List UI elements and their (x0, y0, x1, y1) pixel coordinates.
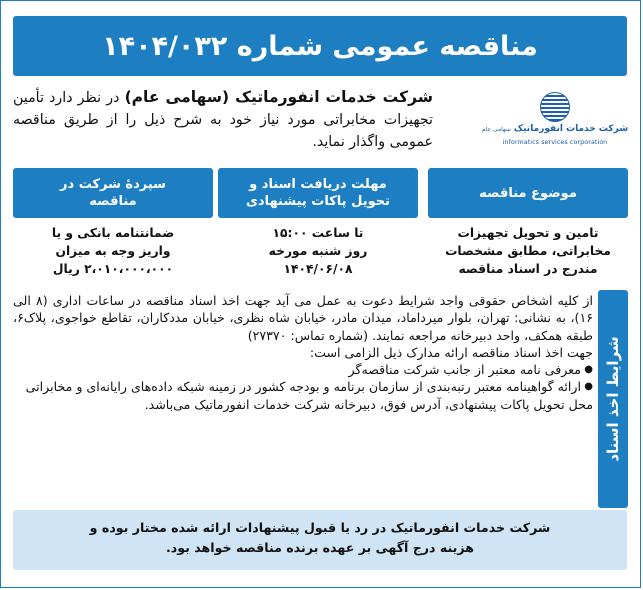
column-subject (428, 168, 628, 278)
deadline-line: ۱۴۰۴/۰۶/۰۸ (283, 262, 353, 276)
cell-deadline (218, 218, 418, 278)
cell-subject: تامین و تحویل تجهیزات مخابراتی، مطابق مشخصات مندرج در اسناد مناقصه (445, 226, 611, 276)
deposit-line: ۲،۰۱۰،۰۰۰،۰۰۰ ریال (52, 262, 174, 276)
company-logo (480, 92, 630, 152)
logo-sub-text: سهامی عام (481, 126, 511, 133)
logo-name-fa (480, 124, 630, 134)
intro-text: در نظر دارد تأمین تجهیزات مخابراتی مورد نیاز خود به شرح ذیل را از طریق مناقصه عمومی واگذار نماید. (13, 90, 433, 150)
deadline-line: روز شنبه مورخه (268, 244, 368, 258)
conditions-paragraph: از کلیه اشخاص حقوقی واجد شرایط دعوت به عمل می آید جهت اخذ اسناد مناقصه در ساعات اداری (۸ الی ۱۶)، به نشانی: تهران، بلوار میرداماد، میدان مادر، خیابان شاه نظری، خیابان مددکاران، تقاطع خواجوی، پلاک۶، طبقه همکف، واحد دبیرخانه مراجعه نمایند. (شماره تماس: ۲۷۳۷۰) (13, 293, 593, 343)
side-label (598, 290, 628, 508)
column-deposit (13, 168, 213, 278)
header-deposit-text: سپردهٔ شرکت در مناقصه (60, 177, 166, 209)
logo-name-en: informatics services corporation (502, 138, 608, 146)
header-deadline (218, 168, 418, 218)
header-subject: موضوع مناقصه (428, 168, 628, 218)
page-title (13, 16, 627, 76)
deposit-line: ضمانتنامه بانکی و یا (51, 226, 175, 240)
list-item: ● معرفی نامه معتبر از جانب شرکت مناقصه‌گر (13, 361, 581, 378)
list-item: ● ارائه گواهینامه معتبر رتبه‌بندی از سازمان برنامه و بودجه کشور در زمینه شبکه داده‌های رایانه‌ای و مخابراتی (13, 378, 581, 395)
conditions-paragraph: محل تحویل پاکات پیشنهادی، آدرس فوق، دبیرخانه شرکت خدمات انفورماتیک می‌باشد. (144, 396, 593, 412)
conditions-section (13, 292, 593, 413)
logo-name-text: شرکت خدمات انفورماتیک (513, 124, 629, 134)
side-label-text: شرایط اخذ اسناد (604, 336, 622, 462)
footer-line: شرکت خدمات انفورماتیک در رد یا قبول پیشنهادات ارائه شده مختار بوده و (89, 520, 551, 535)
footer-line: هزینه درج آگهی بر عهده برنده مناقصه خواهد بود. (166, 540, 474, 555)
cell-deposit (13, 218, 213, 278)
header-deadline-text: مهلت دریافت اسناد و تحویل پاکات پیشنهادی (246, 177, 390, 209)
title-text: مناقصه عمومی شماره ۱۴۰۴/۰۳۲ (102, 30, 538, 62)
conditions-paragraph: جهت اخذ اسناد مناقصه ارائه مدارک ذیل الزامی است: (309, 344, 593, 360)
requirements-list (13, 361, 593, 396)
deadline-line: تا ساعت ۱۵:۰۰ (272, 226, 364, 240)
globe-icon (540, 92, 570, 122)
intro-paragraph (13, 86, 433, 153)
company-name: شرکت خدمات انفورماتیک (سهامی عام) (124, 88, 433, 106)
deposit-line: واریز وجه به میزان (55, 244, 171, 258)
header-deposit (13, 168, 213, 218)
column-deadline (218, 168, 418, 278)
footer-note (13, 510, 627, 570)
